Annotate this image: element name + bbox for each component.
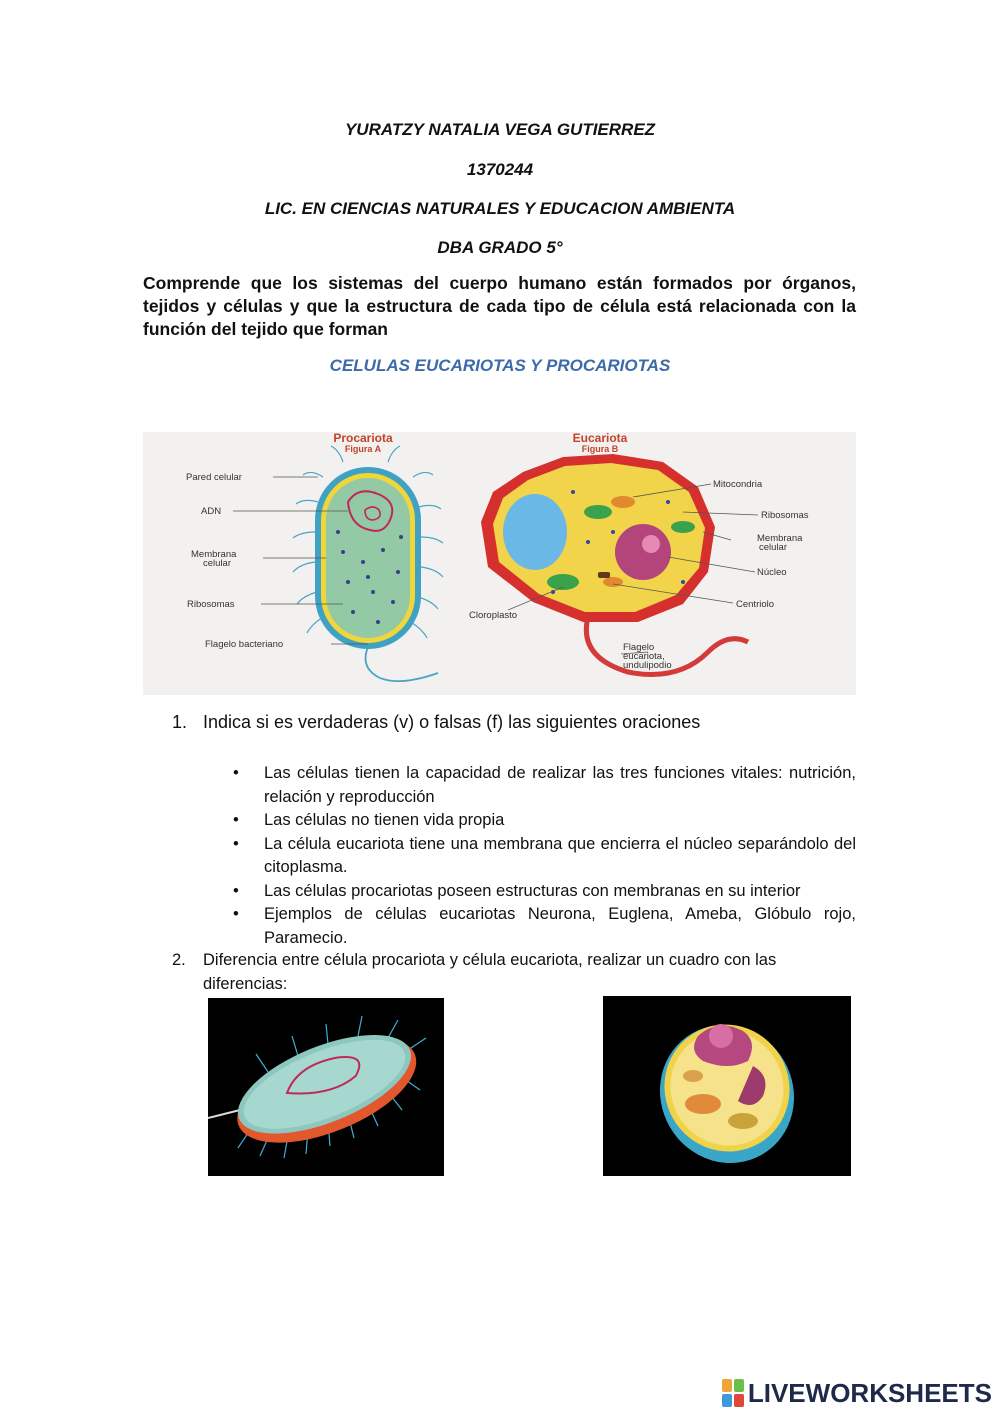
label-nucleo: Núcleo: [757, 567, 787, 578]
eukaryote-subtitle: Figura B: [581, 444, 619, 454]
list-item: • Las células procariotas poseen estructuras con membranas en su interior: [233, 881, 801, 900]
question-1-number: 1.: [172, 712, 188, 732]
program-name: LIC. EN CIENCIAS NATURALES Y EDUCACION AMBIENTA: [264, 199, 736, 218]
label-centriolo: Centriolo: [736, 599, 775, 610]
prokaryote-title: Procariota: [333, 432, 393, 445]
label-celular-euk: celular: [759, 542, 787, 553]
question-2: [172, 949, 856, 996]
question-2-number: 2.: [172, 951, 186, 969]
eukaryote-title: Eucariota: [572, 432, 628, 445]
label-celular: celular: [203, 558, 231, 569]
author-name: YURATZY NATALIA VEGA GUTIERREZ: [344, 120, 656, 139]
label-cloroplasto: Cloroplasto: [469, 610, 518, 621]
label-adn: ADN: [201, 506, 222, 517]
eukaryote-3d-image: [603, 996, 851, 1176]
label-flagelo: Flagelo: [623, 642, 655, 653]
label-pared-celular: Pared celular: [186, 472, 242, 483]
question-1-text: Indica si es verdaderas (v) o falsas (f) las siguientes oraciones: [203, 712, 701, 732]
brand-logo: [722, 1376, 992, 1410]
label-eucariota: eucariota,: [623, 651, 665, 662]
label-ribosomas-euk: Ribosomas: [761, 510, 809, 521]
student-code: 1370244: [466, 160, 534, 179]
cell-diagram: [143, 432, 856, 695]
prokaryote-3d-image: [208, 998, 444, 1176]
statement-list: [229, 762, 856, 950]
label-membrana: Membrana: [191, 549, 237, 560]
label-flagelo-bacteriano: Flagelo bacteriano: [205, 639, 284, 650]
question-2-text: Diferencia entre célula procariota y célula eucariota, realizar un cuadro con las diferencias:: [203, 951, 777, 993]
brand-icon: [722, 1379, 744, 1407]
list-item: • Las células tienen la capacidad de realizar las tres funciones vitales: nutrición, relación y reproducción: [233, 764, 856, 806]
intro-paragraph: Comprende que los sistemas del cuerpo humano están formados por órganos, tejidos y células y que la estructura de cada tipo de célula está relacionada con la función del tejido que forman: [143, 273, 856, 339]
brand-name: LIVEWORKSHEETS: [747, 1377, 992, 1408]
grade-title: DBA GRADO 5°: [437, 238, 563, 257]
label-membrana-euk: Membrana: [757, 533, 803, 544]
prokaryote-subtitle: Figura A: [344, 444, 382, 454]
list-item: • Las células no tienen vida propia: [233, 811, 505, 829]
section-title: CELULAS EUCARIOTAS Y PROCARIOTAS: [329, 356, 671, 375]
list-item: • La célula eucariota tiene una membrana que encierra el núcleo separándolo del citoplasma.: [233, 834, 856, 876]
label-mitocondria: Mitocondria: [713, 479, 763, 490]
list-item: • Ejemplos de células eucariotas Neurona, Euglena, Ameba, Glóbulo rojo, Paramecio.: [233, 905, 856, 947]
label-undulipodio: undulipodio: [623, 660, 672, 671]
label-ribosomas: Ribosomas: [187, 599, 235, 610]
